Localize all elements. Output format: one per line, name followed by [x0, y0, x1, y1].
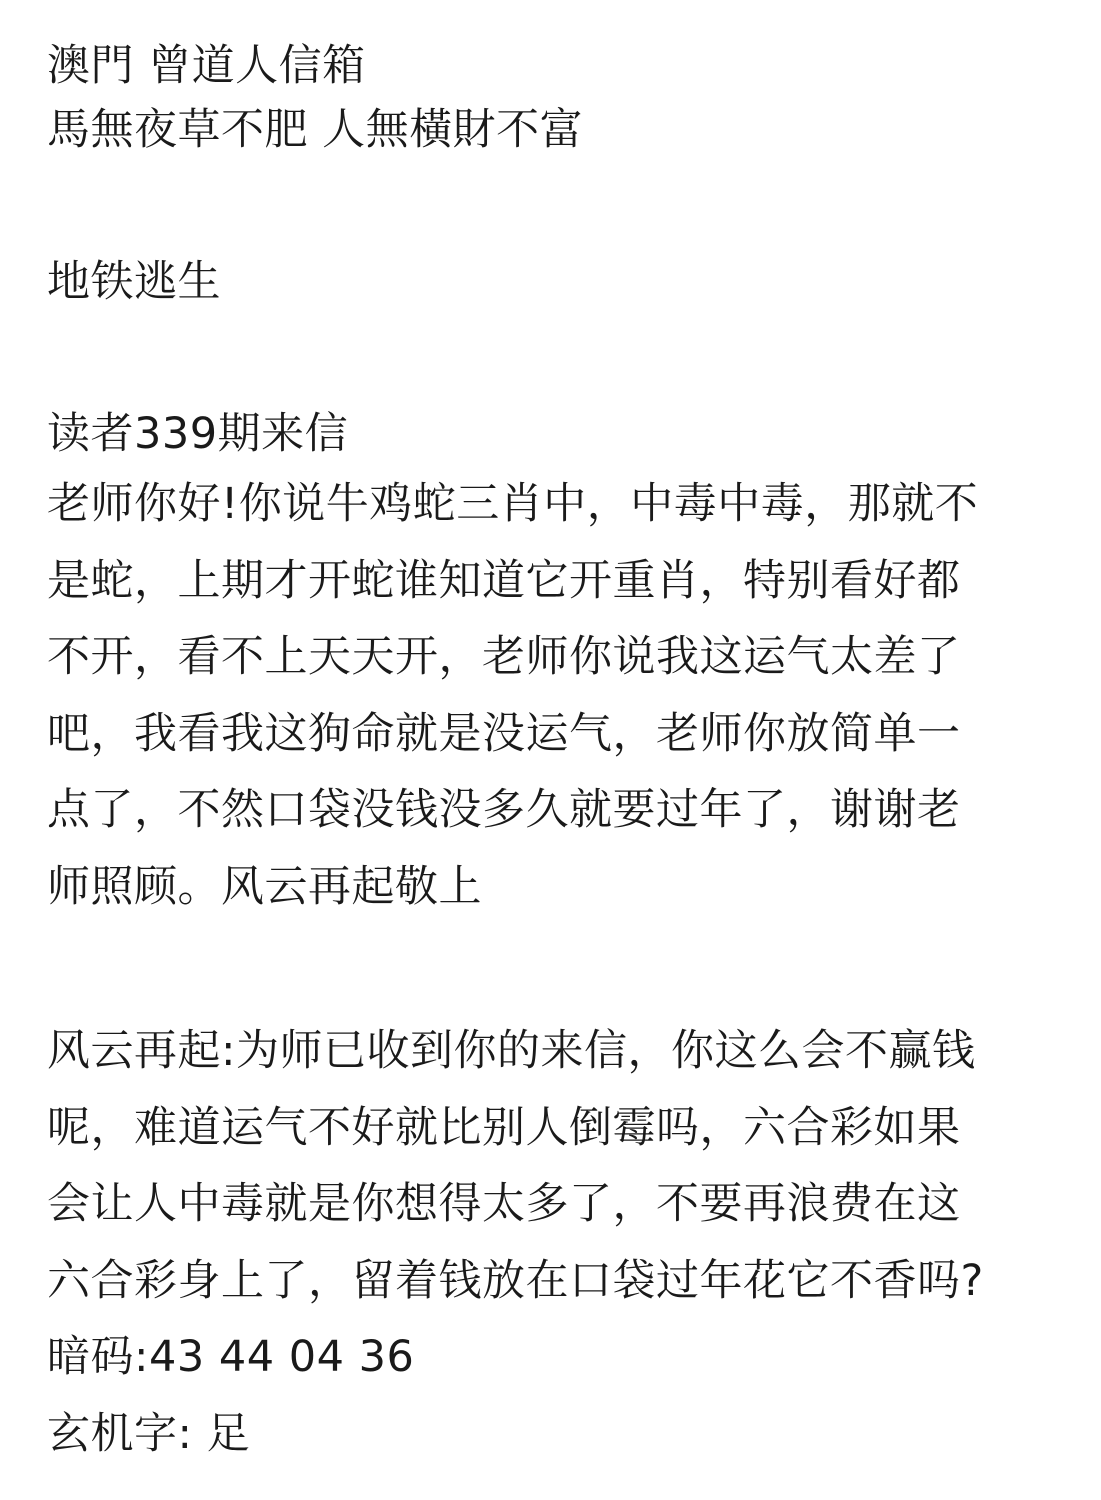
letter-body	[47, 466, 1077, 925]
motto-line: 馬無夜草不肥 人無橫財不富	[47, 105, 584, 155]
hint-character: 玄机字: 足	[47, 1408, 251, 1459]
letter-line: 是蛇，上期才开蛇谁知道它开重肖，特别看好都	[47, 555, 961, 606]
reply-line: 六合彩身上了，留着钱放在口袋过年花它不香吗?	[47, 1255, 984, 1306]
letter-line: 不开，看不上天天开，老师你说我这运气太差了	[47, 632, 961, 682]
reply-line: 呢，难道运气不好就比别人倒霉吗，六合彩如果	[47, 1102, 961, 1153]
spacer	[47, 162, 1077, 250]
letter-heading: 读者339期来信	[47, 409, 349, 459]
section-title: 地铁逃生	[47, 257, 221, 307]
letter-line: 老师你好!你说牛鸡蛇三肖中，中毒中毒，那就不	[47, 479, 979, 529]
secret-code: 暗码:43 44 04 36	[47, 1332, 415, 1382]
page-title: 澳門 曾道人信箱	[47, 41, 366, 91]
reply-line: 会让人中毒就是你想得太多了，不要再浪费在这	[47, 1179, 961, 1229]
letter-line: 吧，我看我这狗命就是没运气，老师你放简单一	[47, 708, 961, 759]
document-body	[47, 34, 1077, 1472]
letter-line: 点了，不然口袋没钱没多久就要过年了，谢谢老	[47, 785, 961, 835]
spacer	[47, 314, 1077, 402]
spacer	[47, 925, 1077, 1013]
reply-line: 风云再起:为师已收到你的来信，你这么会不赢钱	[47, 1026, 976, 1076]
reply-body	[47, 1013, 1077, 1472]
letter-line: 师照顾。风云再起敬上	[47, 861, 482, 912]
